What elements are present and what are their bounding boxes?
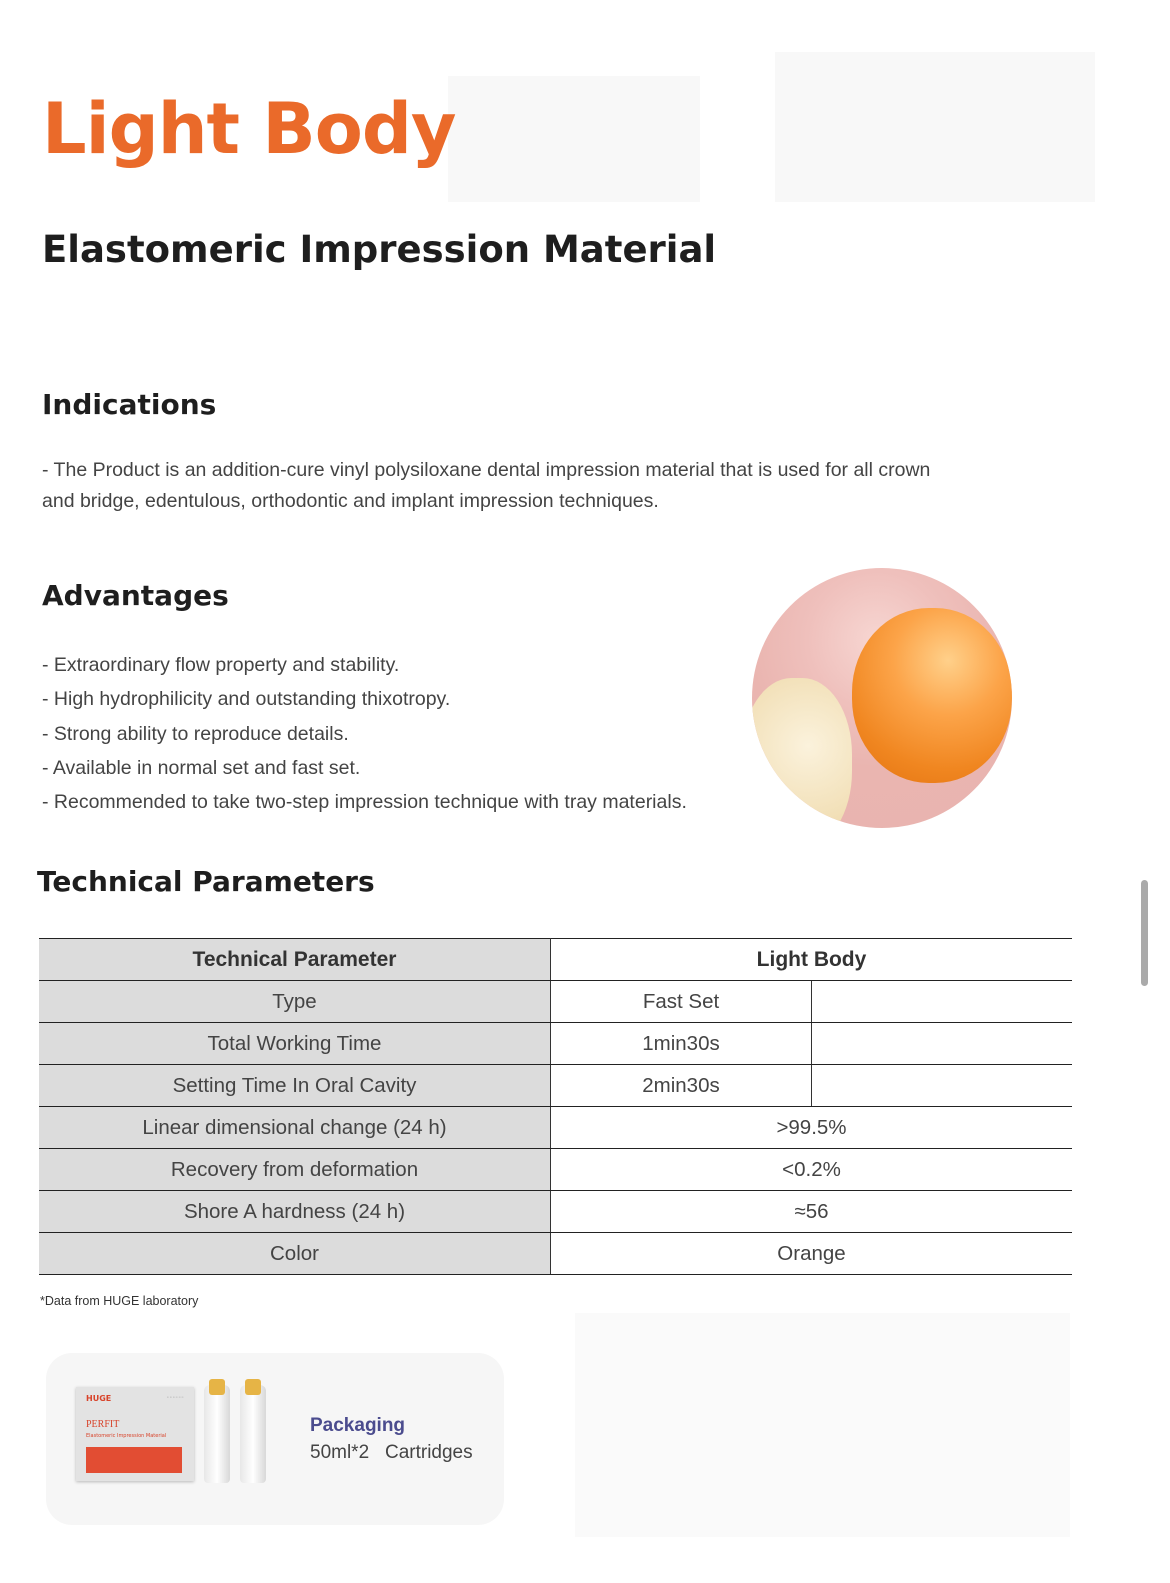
dental-crown-photo (752, 568, 1012, 828)
packaging-description: 50ml*2 Cartridges (310, 1442, 473, 1463)
row-label: Total Working Time (39, 1023, 551, 1065)
empty-cell (812, 1065, 1073, 1107)
row-value: Orange (551, 1233, 1073, 1275)
row-value: 1min30s (551, 1023, 812, 1065)
box-brand: HUGE (86, 1394, 112, 1403)
box-description: Elastomeric Impression Material (86, 1433, 167, 1439)
row-value: <0.2% (551, 1149, 1073, 1191)
row-label: Color (39, 1233, 551, 1275)
indications-heading: Indications (42, 388, 217, 421)
empty-cell (812, 981, 1073, 1023)
box-color-band (86, 1447, 182, 1473)
scrollbar-thumb[interactable] (1141, 880, 1148, 986)
empty-cell (812, 1023, 1073, 1065)
column-header-parameter: Technical Parameter (39, 939, 551, 981)
orange-impression-crown (852, 608, 1012, 783)
list-item: - Extraordinary flow property and stability. (42, 654, 400, 676)
page-title: Light Body (42, 88, 456, 170)
background-block (575, 1313, 1070, 1537)
row-value: >99.5% (551, 1107, 1073, 1149)
indications-text: - The Product is an addition-cure vinyl polysiloxane dental impression material that is used for all crown and bridge, edentulous, orthodontic and implant impression techniques. (42, 459, 931, 512)
product-box-image (76, 1387, 194, 1481)
table-footnote: *Data from HUGE laboratory (40, 1294, 199, 1308)
list-item: - Recommended to take two-step impression technique with tray materials. (42, 791, 687, 814)
row-label: Recovery from deformation (39, 1149, 551, 1191)
column-header-value: Light Body (551, 939, 1073, 981)
table-header-row (39, 939, 1072, 981)
cartridge-cap (209, 1379, 225, 1395)
technical-parameters-table (39, 938, 1072, 1275)
background-block (448, 76, 700, 202)
row-value: Fast Set (551, 981, 812, 1023)
row-label: Shore A hardness (24 h) (39, 1191, 551, 1233)
table-row (39, 1191, 1072, 1233)
row-value: 2min30s (551, 1065, 812, 1107)
cartridge-image (204, 1385, 230, 1483)
row-label: Type (39, 981, 551, 1023)
list-item: - High hydrophilicity and outstanding thixotropy. (42, 688, 451, 711)
table-row (39, 1149, 1072, 1191)
table-row (39, 981, 1072, 1023)
list-item: - Available in normal set and fast set. (42, 756, 361, 779)
cartridge-image (240, 1385, 266, 1483)
row-value: ≈56 (551, 1191, 1073, 1233)
packaging-title: Packaging (310, 1415, 406, 1436)
background-block (775, 52, 1095, 202)
advantages-list (42, 648, 687, 819)
table-row (39, 1107, 1072, 1149)
row-label: Setting Time In Oral Cavity (39, 1065, 551, 1107)
page-subtitle: Elastomeric Impression Material (42, 228, 717, 271)
table-row (39, 1065, 1072, 1107)
box-product-name: PERFIT (86, 1419, 120, 1430)
technical-heading: Technical Parameters (37, 865, 375, 898)
advantages-heading: Advantages (42, 579, 229, 612)
packaging-card (46, 1353, 504, 1525)
list-item: - Strong ability to reproduce details. (42, 722, 349, 745)
row-label: Linear dimensional change (24 h) (39, 1107, 551, 1149)
box-code: ◦◦◦◦◦◦ (166, 1395, 184, 1401)
table-row (39, 1233, 1072, 1275)
cartridge-cap (245, 1379, 261, 1395)
table-row (39, 1023, 1072, 1065)
natural-tooth (752, 678, 852, 828)
